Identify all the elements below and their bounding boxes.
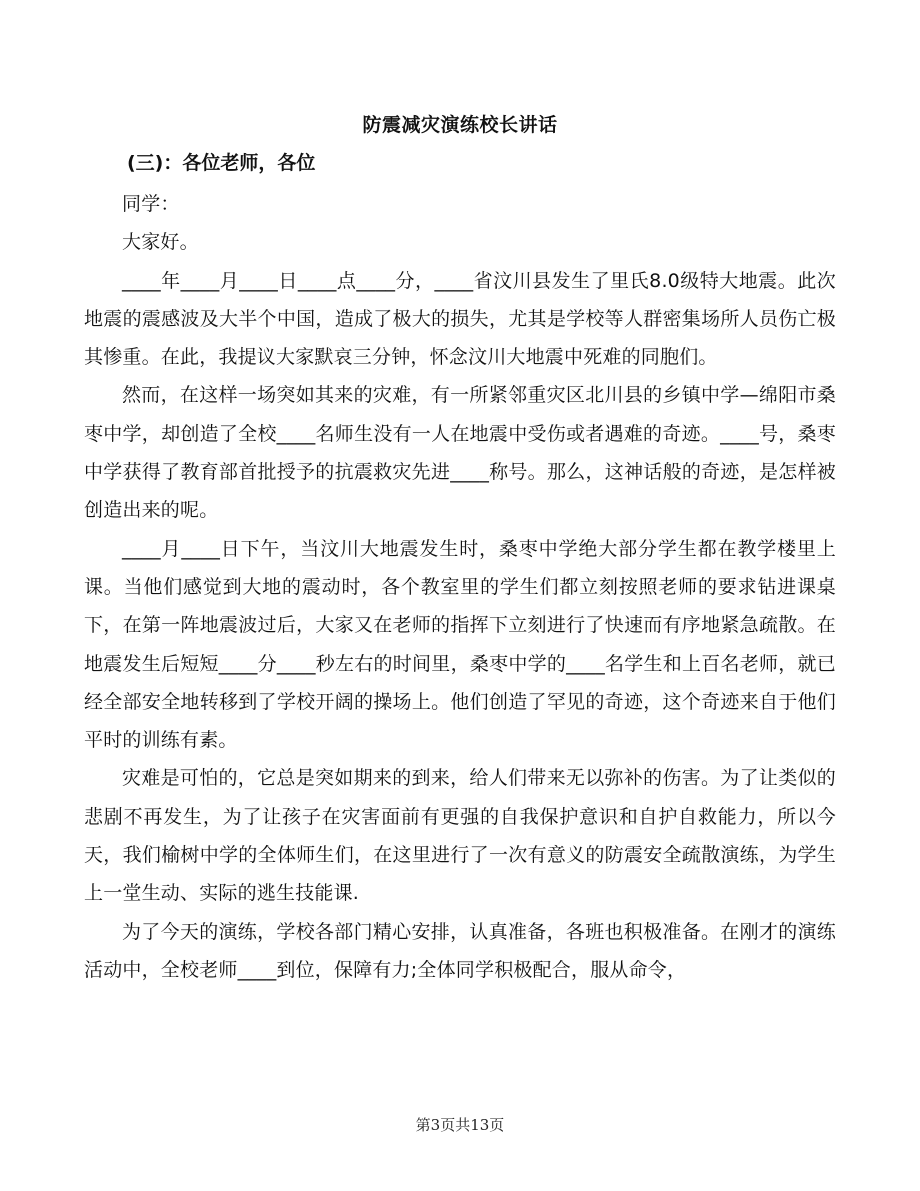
paragraph: 大家好。	[122, 231, 199, 254]
paragraph: ____年____月____日____点____分，____省汶川县发生了里氏8.0级特大地震。此次地震的震感波及大半个中国，造成了极大的损失，尤其是学校等人群密集场所人员伤亡极其惨重。在此，我提议大家默哀三分钟，怀念汶川大地震中死难的同胞们。	[84, 269, 836, 369]
section-heading: (三)：各位老师，各位	[127, 152, 316, 174]
paragraph: 然而，在这样一场突如其来的灾难，有一所紧邻重灾区北川县的乡镇中学—绵阳市桑枣中学，却创造了全校____名师生没有一人在地震中受伤或者遇难的奇迹。____号，桑枣中学获得了教育部首批授予的抗震救灾先进____称号。那么，这神话般的奇迹，是怎样被创造出来的呢。	[84, 384, 836, 522]
body-text	[84, 185, 836, 989]
paragraph: 灾难是可怕的，它总是突如期来的到来，给人们带来无以弥补的伤害。为了让类似的悲剧不再发生，为了让孩子在灾害面前有更强的自我保护意识和自护自救能力，所以今天，我们榆树中学的全体师生们，在这里进行了一次有意义的防震安全疏散演练，为学生上一堂生动、实际的逃生技能课.	[84, 767, 836, 905]
page-footer: 第3页共13页	[415, 1116, 505, 1134]
paragraph: ____月____日下午，当汶川大地震发生时，桑枣中学绝大部分学生都在教学楼里上课。当他们感觉到大地的震动时，各个教室里的学生们都立刻按照老师的要求钻进课桌下，在第一阵地震波过后，大家又在老师的指挥下立刻进行了快速而有序地紧急疏散。在地震发生后短短____分____秒左右的时间里，桑枣中学的____名学生和上百名老师，就已经全部安全地转移到了学校开阔的操场上。他们创造了罕见的奇迹，这个奇迹来自于他们平时的训练有素。	[84, 537, 836, 752]
paragraph: 同学：	[122, 193, 180, 215]
document-title: 防震减灾演练校长讲话	[362, 114, 558, 136]
paragraph: 为了今天的演练，学校各部门精心安排，认真准备，各班也积极准备。在刚才的演练活动中，全校老师____到位，保障有力;全体同学积极配合，服从命令，	[84, 920, 836, 981]
